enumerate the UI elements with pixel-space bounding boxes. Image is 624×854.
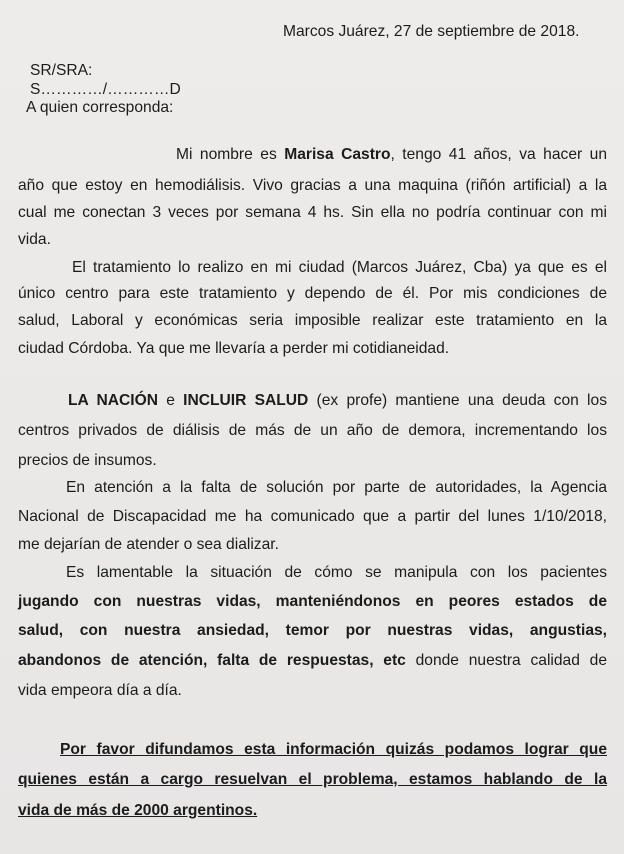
- salutation-title: SR/SRA:: [30, 62, 93, 79]
- paragraph-2-line-2: único centro para este tratamiento y dependo de él. Por mis condiciones de: [18, 285, 607, 302]
- letter-date: Marcos Juárez, 27 de septiembre de 2018.: [283, 23, 580, 40]
- paragraph-3-line-3: precios de insumos.: [18, 452, 157, 469]
- paragraph-1-line-3: cual me conectan 3 veces por semana 4 hs. Sin ella no podría continuar con mi: [18, 204, 607, 221]
- paragraph-2-line-3: salud, Laboral y económicas seria imposible realizar este tratamiento en la: [18, 312, 607, 329]
- paragraph-3-line-1: LA NACIÓN e INCLUIR SALUD (ex profe) mantiene una deuda con los: [68, 392, 607, 409]
- paragraph-2-line-1: El tratamiento lo realizo en mi ciudad (Marcos Juárez, Cba) ya que es el: [72, 259, 607, 276]
- paragraph-4-line-1: En atención a la falta de solución por parte de autoridades, la Agencia: [66, 479, 607, 496]
- paragraph-2-line-4: ciudad Córdoba. Ya que me llevaría a perder mi cotidianeidad.: [18, 340, 450, 357]
- salutation-placeholder: S…………/…………D: [30, 81, 181, 98]
- paragraph-5-line-2: jugando con nuestras vidas, manteniéndonos en peores estados de: [18, 593, 607, 610]
- paragraph-5-line-3: salud, con nuestra ansiedad, temor por nuestras vidas, angustias,: [18, 622, 607, 639]
- paragraph-1-line-1: Mi nombre es Marisa Castro, tengo 41 años, va hacer un: [176, 146, 607, 163]
- salutation-addressee: A quien corresponda:: [26, 99, 174, 116]
- paragraph-5-line-5: vida empeora día a día.: [18, 682, 182, 699]
- appeal-line-1: Por favor difundamos esta información quizás podamos lograr que: [60, 741, 607, 758]
- paragraph-4-line-2: Nacional de Discapacidad me ha comunicado que a partir del lunes 1/10/2018,: [18, 508, 607, 525]
- paragraph-1-line-2: año que estoy en hemodiálisis. Vivo gracias a una maquina (riñón artificial) a la: [18, 177, 607, 194]
- paragraph-1-line-4: vida.: [18, 231, 51, 248]
- paragraph-4-line-3: me dejarían de atender o sea dializar.: [18, 536, 279, 553]
- appeal-line-2: quienes están a cargo resuelvan el problema, estamos hablando de la: [18, 771, 607, 788]
- paragraph-5-line-1: Es lamentable la situación de cómo se manipula con los pacientes: [66, 564, 607, 581]
- appeal-line-3: vida de más de 2000 argentinos.: [18, 802, 258, 819]
- paragraph-3-line-2: centros privados de diálisis de más de un año de demora, incrementando los: [18, 422, 607, 439]
- paragraph-5-line-4: abandonos de atención, falta de respuestas, etc donde nuestra calidad de: [18, 652, 608, 669]
